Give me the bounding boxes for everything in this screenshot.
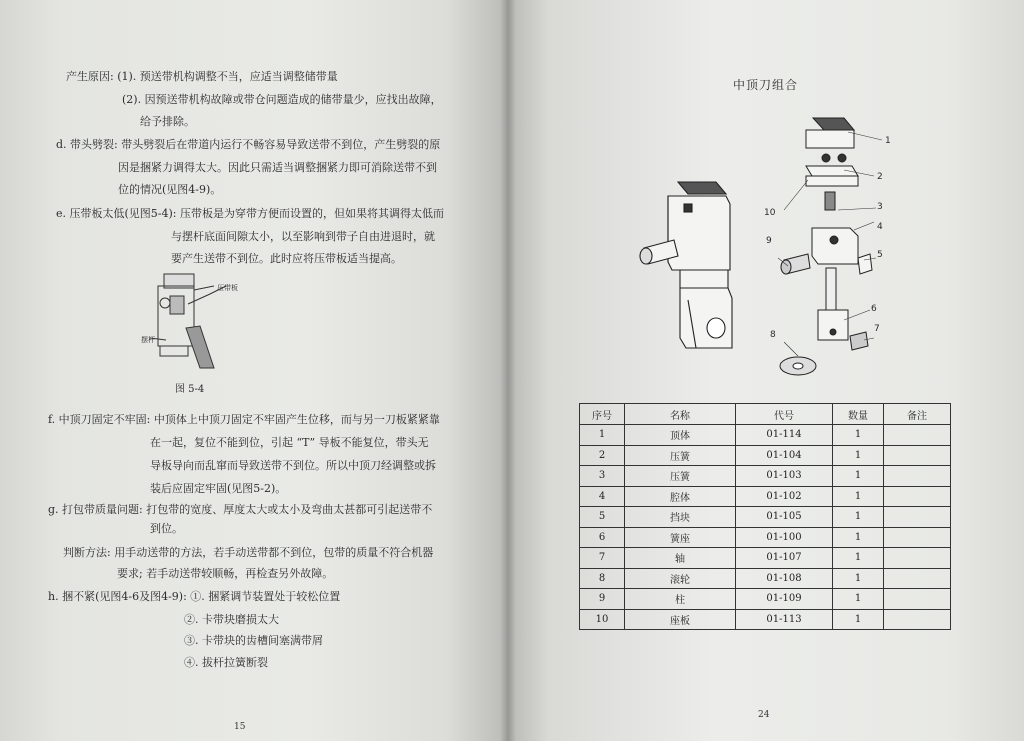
callout-label: 1 (885, 136, 891, 146)
table-cell: 6 (580, 527, 625, 548)
table-cell (884, 425, 951, 446)
table-row (580, 507, 951, 528)
table-cell: 滚轮 (625, 568, 736, 589)
table-row (580, 486, 951, 507)
table-cell: 1 (833, 466, 884, 487)
table-cell: 1 (833, 589, 884, 610)
table-cell: 1 (833, 609, 884, 630)
text-line: 产生原因: (1). 预送带机构调整不当，应适当调整储带量 (66, 70, 338, 83)
table-row (580, 609, 951, 630)
exploded-view (778, 110, 898, 380)
table-cell: 01-103 (736, 466, 833, 487)
text-line: 判断方法: 用手动送带的方法，若手动送带都不到位，包带的质量不符合机器 (63, 546, 434, 559)
diagram-title: 中顶刀组合 (733, 78, 799, 92)
table-cell: 8 (580, 568, 625, 589)
text-line: 要求; 若手动送带较顺畅，再检查另外故障。 (117, 567, 334, 580)
text-line: d. 带头劈裂: 带头劈裂后在带道内运行不畅容易导致送带不到位，产生劈裂的原 (56, 138, 441, 151)
text-line: 到位。 (150, 522, 183, 535)
page-number: 24 (758, 710, 770, 720)
column-header: 数量 (833, 404, 884, 425)
callout-label: 8 (770, 330, 776, 340)
table-cell: 1 (833, 445, 884, 466)
table-cell: 座板 (625, 609, 736, 630)
column-header: 名称 (625, 404, 736, 425)
text-line: 给予排除。 (140, 115, 195, 128)
table-cell: 5 (580, 507, 625, 528)
table-header-row (580, 404, 951, 425)
table-cell: 01-109 (736, 589, 833, 610)
table-cell (884, 568, 951, 589)
table-cell: 7 (580, 548, 625, 569)
table-cell: 01-105 (736, 507, 833, 528)
text-line: (2). 因预送带机构故障或带仓问题造成的储带量少，应找出故障， (122, 93, 442, 106)
table-row (580, 466, 951, 487)
text-line: ②. 卡带块磨损太大 (184, 613, 279, 626)
table-cell: 柱 (625, 589, 736, 610)
parts-table-body (580, 425, 951, 630)
callout-label: 5 (877, 250, 883, 260)
callout-label: 7 (874, 324, 880, 334)
table-cell: 1 (580, 425, 625, 446)
table-cell (884, 507, 951, 528)
table-row (580, 425, 951, 446)
callout-label: 2 (877, 172, 883, 182)
table-cell: 01-114 (736, 425, 833, 446)
text-line: h. 捆不紧(见图4-6及图4-9): ①. 捆紧调节装置处于较松位置 (48, 590, 341, 603)
text-line: g. 打包带质量问题: 打包带的宽度、厚度太大或太小及弯曲太甚都可引起送带不 (48, 503, 433, 516)
text-line: 位的情况(见图4-9)。 (118, 183, 222, 196)
column-header: 备注 (884, 404, 951, 425)
table-row (580, 568, 951, 589)
callout-label: 4 (877, 222, 883, 232)
table-row (580, 527, 951, 548)
table-cell: 2 (580, 445, 625, 466)
table-cell: 9 (580, 589, 625, 610)
callout-label: 9 (766, 236, 772, 246)
table-row (580, 445, 951, 466)
table-cell: 腔体 (625, 486, 736, 507)
table-cell: 挡块 (625, 507, 736, 528)
table-row (580, 548, 951, 569)
table-cell (884, 609, 951, 630)
text-line: 要产生送带不到位。此时应将压带板适当提高。 (171, 252, 402, 265)
book-gutter (500, 0, 516, 741)
table-cell: 1 (833, 527, 884, 548)
column-header: 代号 (736, 404, 833, 425)
table-cell: 01-100 (736, 527, 833, 548)
table-cell: 01-102 (736, 486, 833, 507)
text-line: 导板导向而乱窜而导致送带不到位。所以中顶刀经调整或拆 (150, 459, 436, 472)
figure-label: 摆杆 (141, 336, 155, 344)
text-line: f. 中顶刀固定不牢固: 中顶体上中顶刀固定不牢固产生位移，而与另一刀板紧紧靠 (48, 413, 440, 426)
table-cell: 01-107 (736, 548, 833, 569)
right-page (508, 0, 1024, 741)
text-line: ④. 拔杆拉簧断裂 (184, 656, 268, 669)
table-cell: 压簧 (625, 466, 736, 487)
table-cell (884, 466, 951, 487)
text-line: 装后应固定牢固(见图5-2)。 (150, 482, 287, 495)
table-cell: 01-104 (736, 445, 833, 466)
figure-caption: 图 5-4 (175, 384, 205, 395)
table-cell: 1 (833, 486, 884, 507)
table-cell (884, 589, 951, 610)
table-cell: 3 (580, 466, 625, 487)
table-cell: 压簧 (625, 445, 736, 466)
text-line: ③. 卡带块的齿槽间塞满带屑 (184, 634, 323, 647)
text-line: 在一起，复位不能到位，引起 “T” 导板不能复位，带头无 (150, 436, 429, 449)
table-cell: 1 (833, 425, 884, 446)
table-cell: 01-113 (736, 609, 833, 630)
figure-5-4 (130, 268, 270, 378)
figure-label: 压带板 (217, 284, 238, 292)
table-cell (884, 527, 951, 548)
callout-label: 3 (877, 202, 883, 212)
text-line: 因是捆紧力调得太大。因此只需适当调整捆紧力即可消除送带不到 (118, 161, 437, 174)
table-cell: 轴 (625, 548, 736, 569)
page-number: 15 (234, 722, 246, 732)
table-cell (884, 486, 951, 507)
table-cell: 10 (580, 609, 625, 630)
table-cell: 簧座 (625, 527, 736, 548)
table-cell (884, 548, 951, 569)
callout-label: 10 (764, 208, 776, 218)
table-cell: 1 (833, 568, 884, 589)
assembled-view (638, 170, 748, 360)
text-line: 与摆杆底面间隙太小，以至影响到带子自由进退时，就 (171, 230, 435, 243)
text-line: e. 压带板太低(见图5-4): 压带板是为穿带方便而设置的，但如果将其调得太低而 (56, 207, 445, 220)
table-row (580, 589, 951, 610)
table-cell: 1 (833, 507, 884, 528)
table-cell (884, 445, 951, 466)
table-cell: 1 (833, 548, 884, 569)
callout-label: 6 (871, 304, 877, 314)
column-header: 序号 (580, 404, 625, 425)
parts-table (579, 403, 951, 630)
table-cell: 4 (580, 486, 625, 507)
table-cell: 01-108 (736, 568, 833, 589)
left-page (0, 0, 508, 741)
table-cell: 顶体 (625, 425, 736, 446)
